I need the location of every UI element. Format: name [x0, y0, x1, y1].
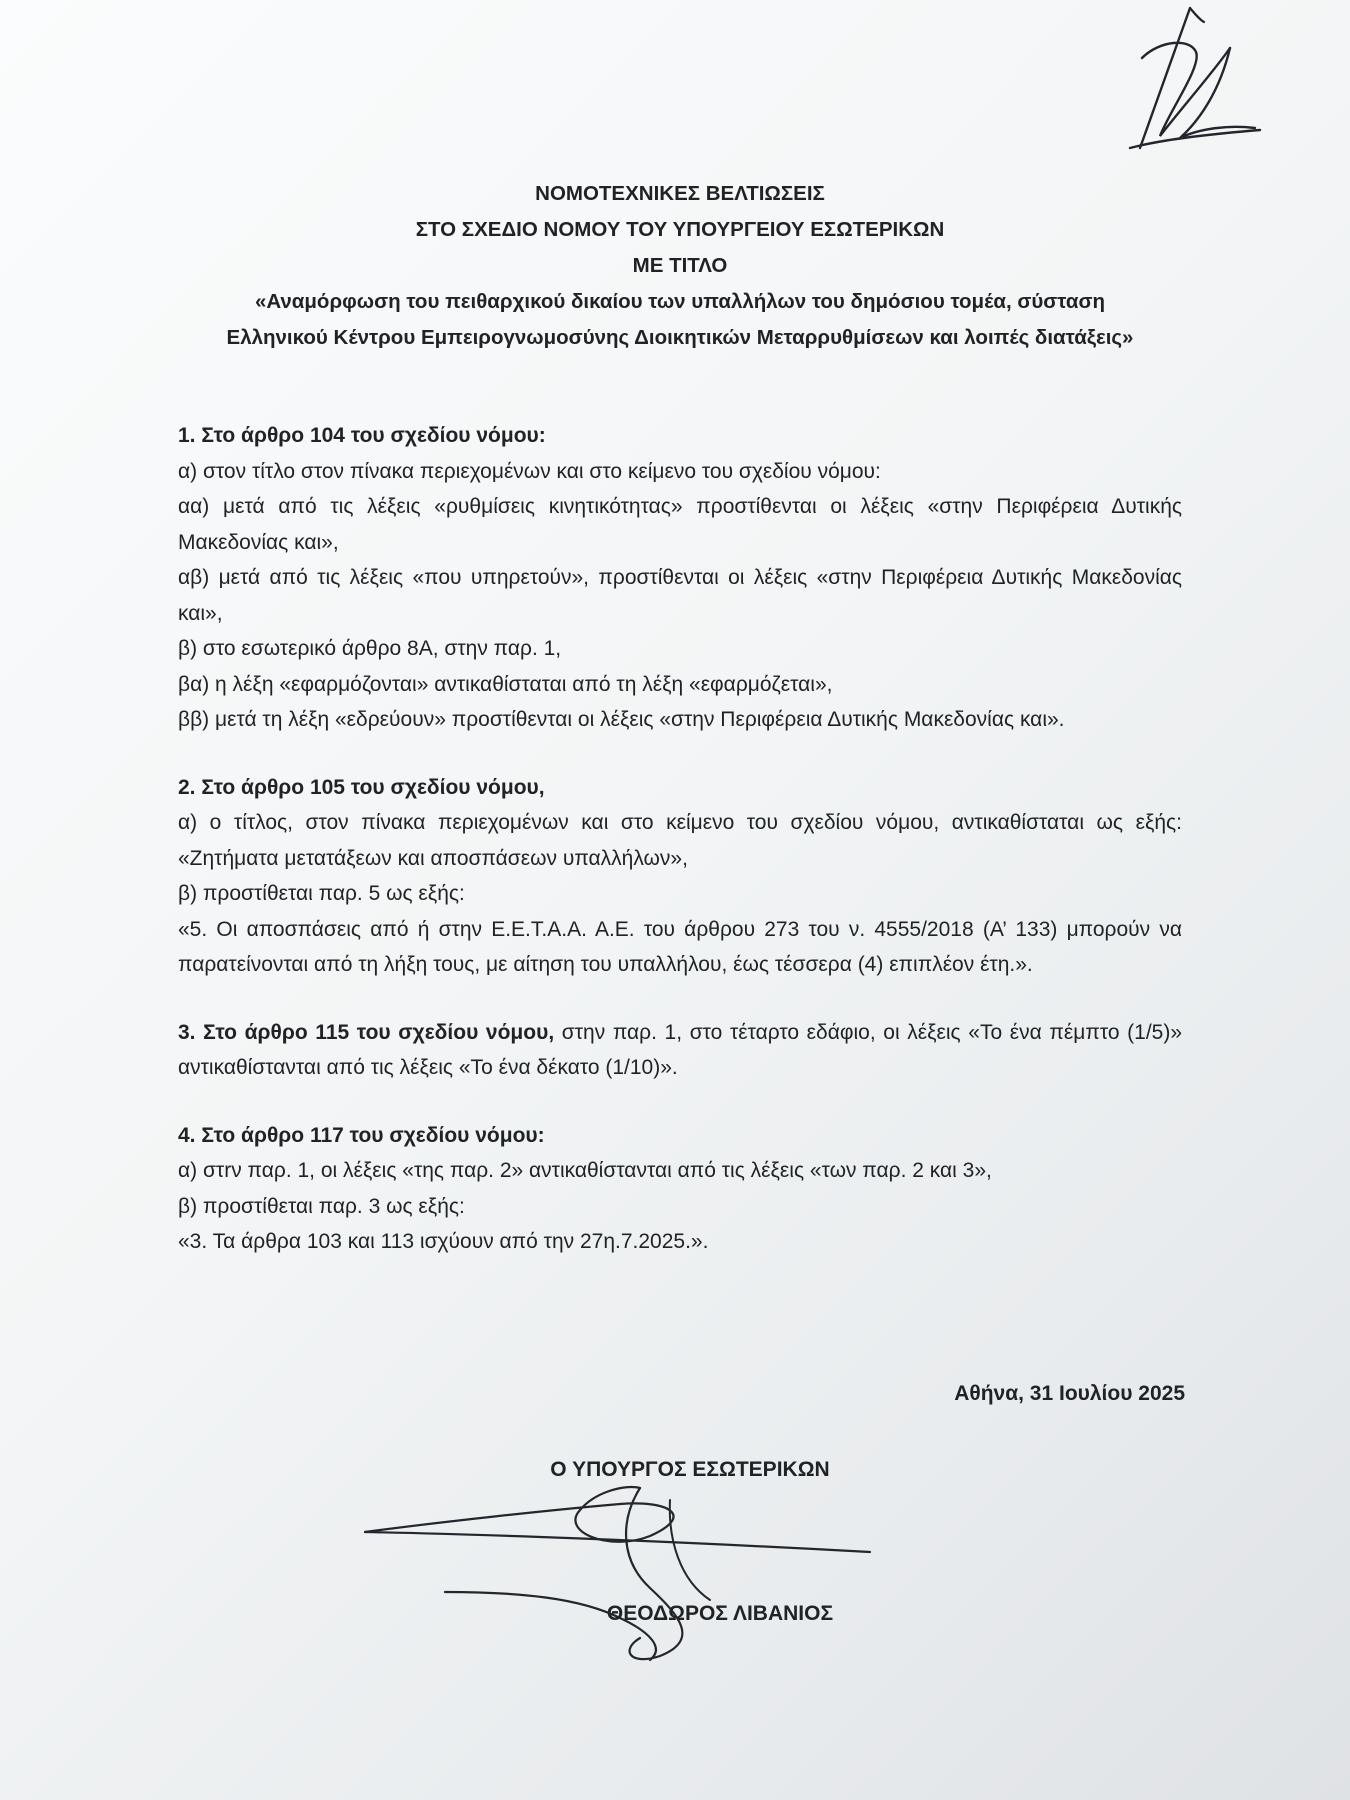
title-line-1: ΝΟΜΟΤΕΧΝΙΚΕΣ ΒΕΛΤΙΩΣΕΙΣ [535, 182, 825, 205]
section-3-heading: 3. Στο άρθρο 115 του σχεδίου νόμου, [178, 1020, 555, 1044]
section-spacer [178, 1086, 1182, 1118]
section-3-paragraph [178, 1015, 1182, 1086]
section-1-paragraph: ββ) μετά τη λέξη «εδρεύουν» προστίθενται οι λέξεις «στην Περιφέρεια Δυτικής Μακεδονίας και». [178, 708, 1065, 731]
section-1-paragraph: αβ) μετά από τις λέξεις «που υπηρετούν», προστίθενται οι λέξεις «στην Περιφέρεια Δυτικής Μακεδονίας και», [178, 566, 1182, 625]
section-2-heading: 2. Στο άρθρο 105 του σχεδίου νόμου, [178, 775, 545, 799]
section-2-paragraph: «5. Οι αποσπάσεις από ή στην Ε.Ε.Τ.Α.Α. Α.Ε. του άρθρου 273 του ν. 4555/2018 (Α’ 133) μπορούν να παρατείνονται από τη λήξη τους, με αίτηση του υπαλλήλου, έως τέσσερα (4) επιπλέον έτη.». [178, 917, 1182, 976]
initials-mark [1120, 0, 1270, 160]
section-4-paragraph: α) στrν παρ. 1, οι λέξεις «της παρ. 2» αντικαθίστανται από τις λέξεις «των παρ. 2 και 3», [178, 1159, 992, 1182]
section-4-heading: 4. Στο άρθρο 117 του σχεδίου νόμου: [178, 1123, 545, 1147]
section-3-text: στην παρ. 1, στο τέταρτο εδάφιο, οι λέξεις «Το ένα πέμπτο (1/5)» αντικαθίστανται από τις λέξεις «Το ένα δέκατο (1/10)». [178, 1020, 1182, 1079]
section-4-paragraph: «3. Τα άρθρα 103 και 113 ισχύουν από την 27η.7.2025.». [178, 1230, 709, 1253]
section-1-paragraph: βα) η λέξη «εφαρμόζονται» αντικαθίσταται από τη λέξη «εφαρμόζεται», [178, 672, 833, 696]
title-line-3: ΜΕ ΤΙΤΛΟ [632, 254, 728, 277]
section-spacer [178, 738, 1182, 770]
minister-title: Ο ΥΠΟΥΡΓΟΣ ΕΣΩΤΕΡΙΚΩΝ [550, 1458, 830, 1481]
title-line-2: ΣΤΟ ΣΧΕΔΙΟ ΝΟΜΟΥ ΤΟΥ ΥΠΟΥΡΓΕΙΟΥ ΕΣΩΤΕΡΙΚΩΝ [415, 218, 945, 241]
section-1-heading: 1. Στο άρθρο 104 του σχεδίου νόμου: [178, 424, 546, 447]
title-line-4: «Αναμόρφωση του πειθαρχικού δικαίου των υπαλλήλων του δημόσιου τομέα, σύσταση [254, 290, 1106, 313]
title-line-5: Ελληνικού Κέντρου Εμπειρογνωμοσύνης Διοικητικών Μεταρρυθμίσεων και λοιπές διατάξεις» [226, 326, 1134, 349]
place-date: Αθήνα, 31 Ιουλίου 2025 [954, 1382, 1185, 1405]
section-4-paragraph: β) προστίθεται παρ. 3 ως εξής: [178, 1194, 465, 1218]
section-2-paragraph: β) προστίθεται παρ. 5 ως εξής: [178, 882, 465, 905]
section-2-paragraph: α) ο τίτλος, στον πίνακα περιεχομένων και στο κείμενο του σχεδίου νόμου, αντικαθίσταται ως εξής: «Ζητήματα μετατάξεων και αποσπάσεων υπαλλήλων», [178, 811, 1182, 870]
signature-mark [350, 1470, 910, 1670]
document-body [178, 418, 1182, 1260]
document-title [150, 176, 1210, 356]
minister-name: ΘΕΟΔΩΡΟΣ ΛΙΒΑΝΙΟΣ [606, 1602, 834, 1625]
section-1-paragraph: α) στον τίτλο στον πίνακα περιεχομένων και στο κείμενο του σχεδίου νόμου: [178, 459, 881, 483]
section-1-paragraph: αα) μετά από τις λέξεις «ρυθμίσεις κινητικότητας» προστίθενται οι λέξεις «στην Περιφέρεια Δυτικής Μακεδονίας και», [178, 495, 1182, 554]
section-spacer [178, 983, 1182, 1015]
section-1-paragraph: β) στο εσωτερικό άρθρο 8Α, στην παρ. 1, [178, 637, 562, 660]
